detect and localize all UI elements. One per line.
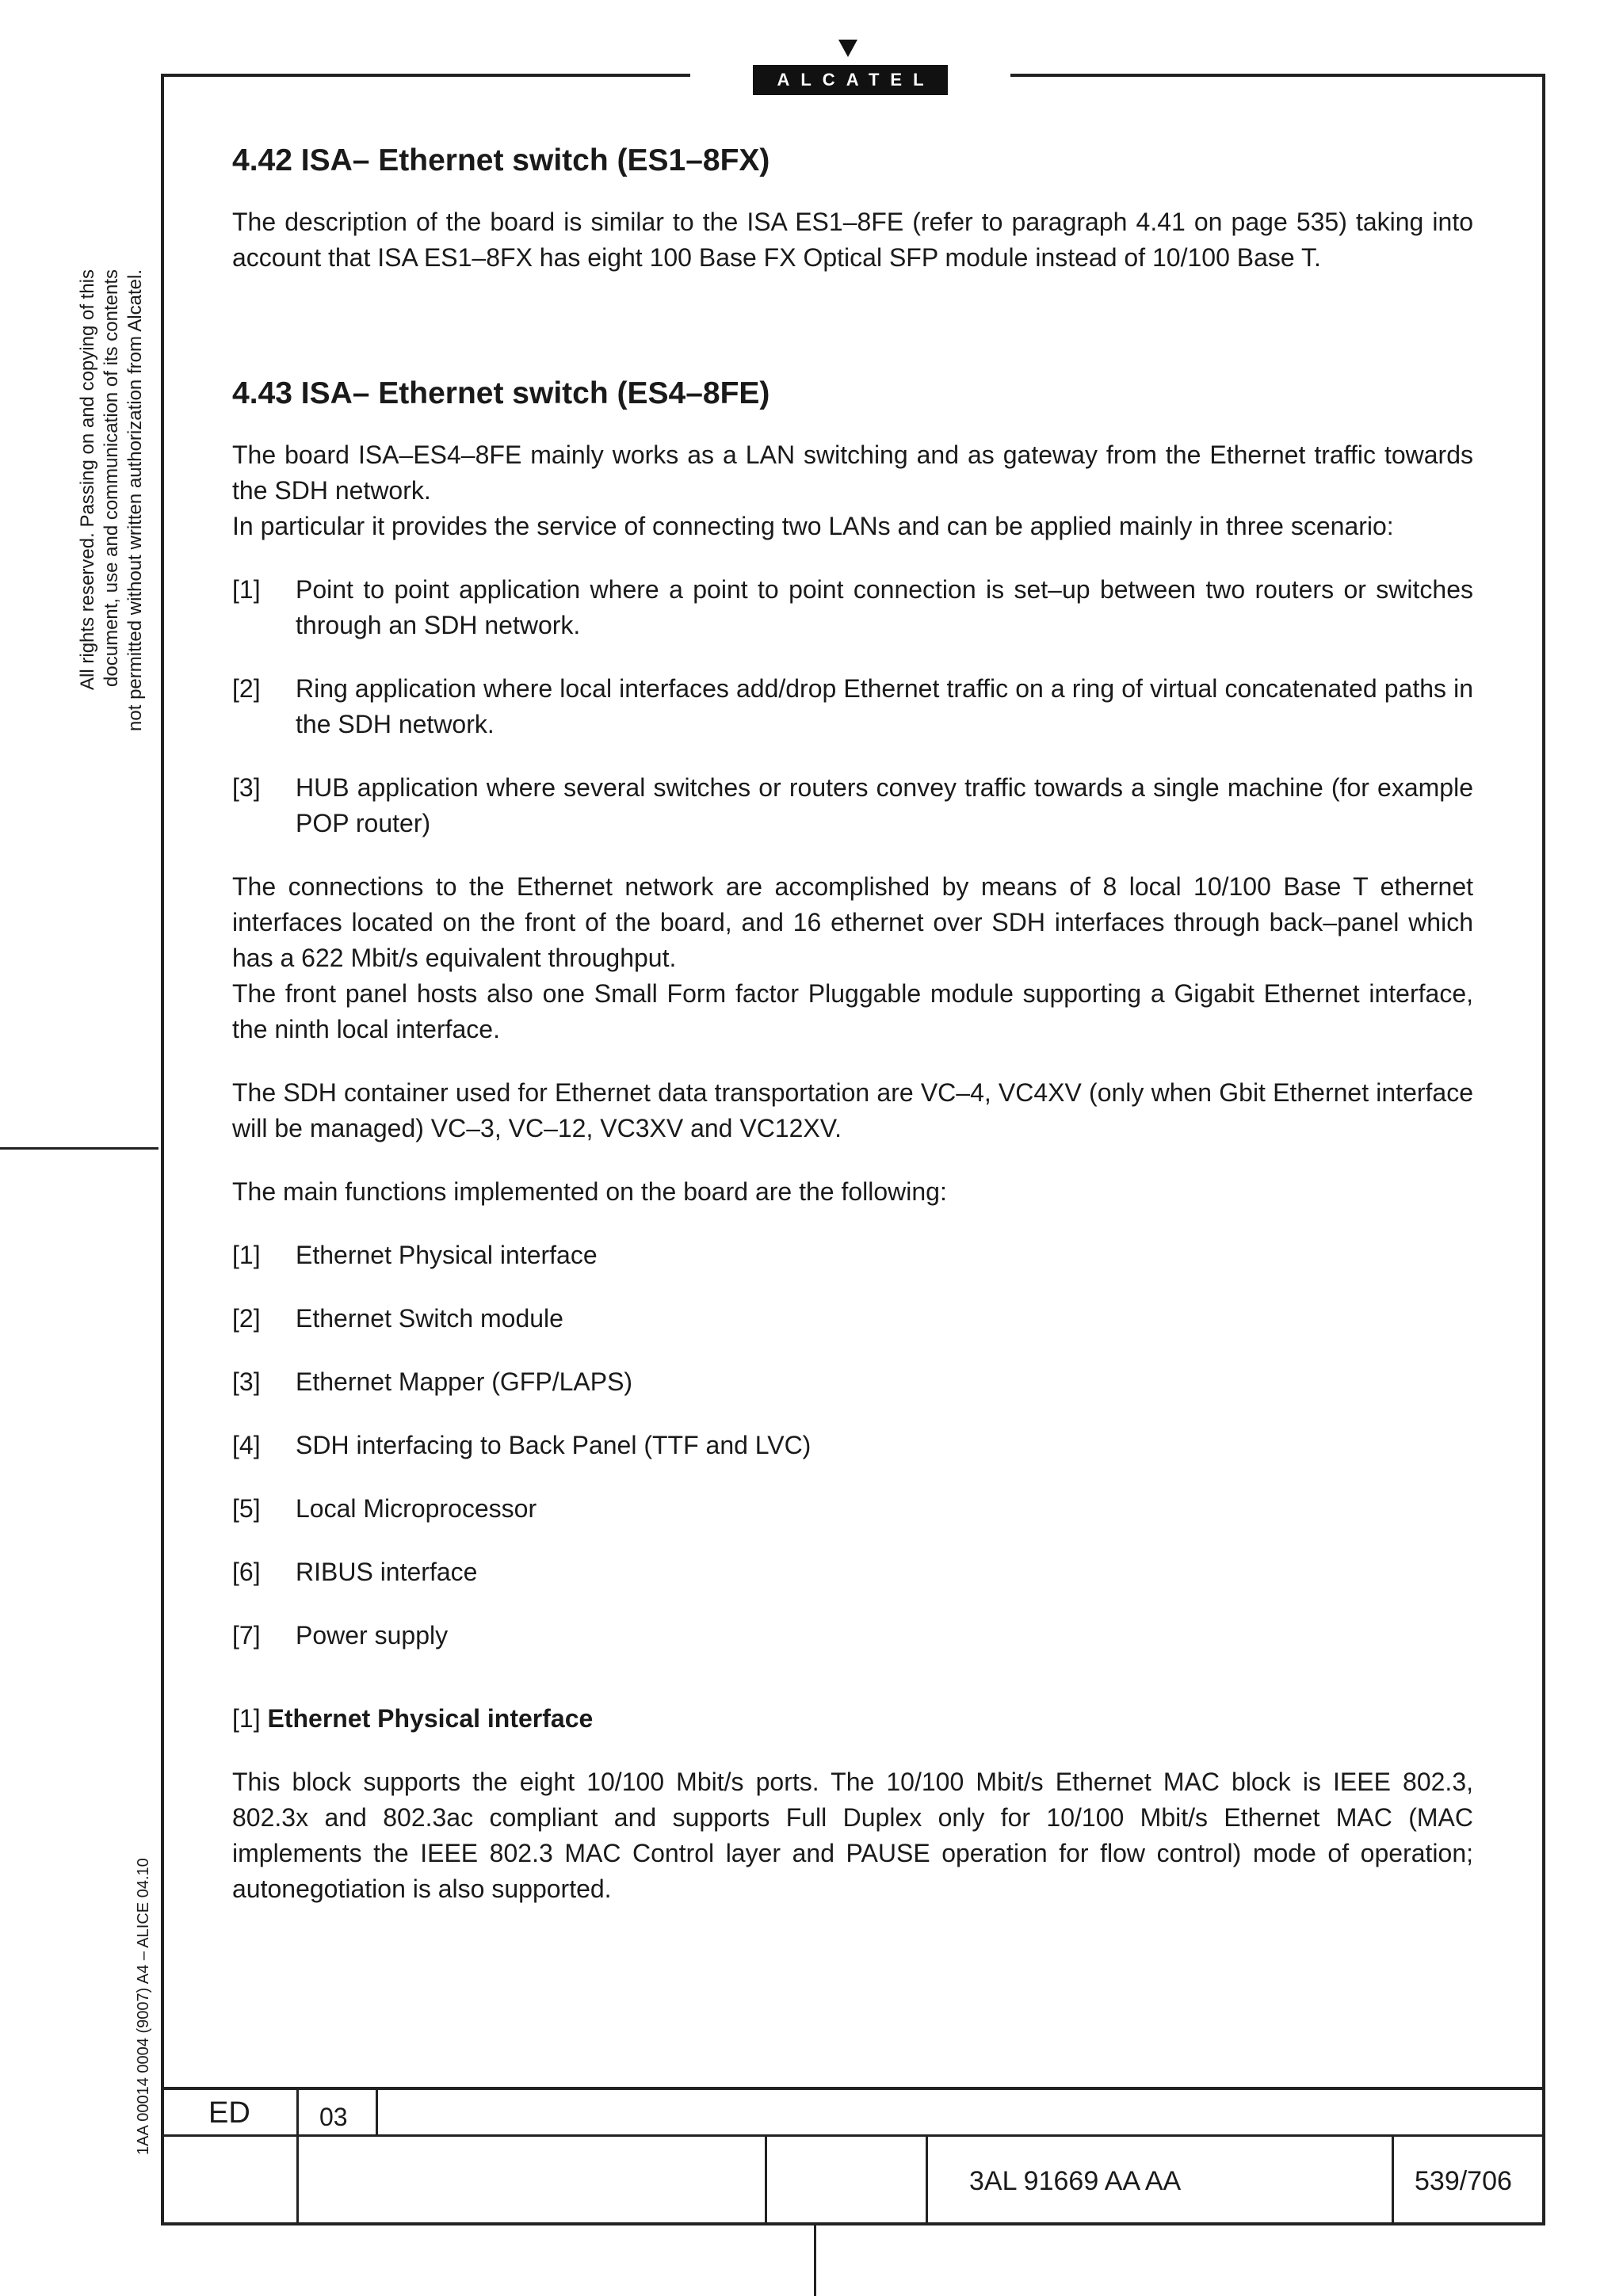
list-item: [232, 572, 1473, 643]
edition-label: ED: [208, 2096, 250, 2130]
rights-line: All rights reserved. Passing on and copying of this: [77, 269, 98, 690]
title-block-divider: [1392, 2134, 1394, 2225]
alcatel-logo: [753, 40, 948, 95]
subsection-number: [1]: [232, 1704, 261, 1733]
list-text: SDH interfacing to Back Panel (TTF and LVC): [296, 1431, 812, 1459]
form-id: 1AA 00014 0004 (9007) A4 – ALICE 04.10: [135, 1858, 152, 2155]
list-item: [232, 1238, 1473, 1273]
bottom-center-mark: [814, 2225, 816, 2296]
paragraph: The front panel hosts also one Small Form factor Pluggable module supporting a Gigabit Ethernet interface, the ninth local interface.: [232, 979, 1473, 1043]
title-block-divider: [296, 2087, 299, 2225]
list-item: [232, 1364, 1473, 1400]
list-number: [2]: [232, 1304, 261, 1333]
title-block-top-line: [161, 2087, 1545, 2090]
paragraph: This block supports the eight 10/100 Mbit/s ports. The 10/100 Mbit/s Ethernet MAC block is IEEE 802.3, 802.3x and 802.3ac compliant and supports Full Duplex only for 10/100 Mbit/s Ethernet MAC (MAC implements the IEEE 802.3 MAC Control layer and PAUSE operation for flow control) mode of operation; autonegotiation is also supported.: [232, 1768, 1473, 1903]
list-number: [3]: [232, 1367, 261, 1396]
paragraph: The description of the board is similar to the ISA ES1–8FE (refer to paragraph 4.41 on page 535) taking into account that ISA ES1–8FX has eight 100 Base FX Optical SFP module instead of 10/100 Base T.: [232, 208, 1473, 272]
paragraph: The connections to the Ethernet network are accomplished by means of 8 local 10/100 Base T ethernet interfaces located on the front of the board, and 16 ethernet over SDH interfaces through back–panel which has a 622 Mbit/s equivalent throughput.: [232, 872, 1473, 972]
frame-top-left-line: [161, 74, 690, 77]
title-block-bottom-line: [161, 2222, 1545, 2225]
list-number: [6]: [232, 1558, 261, 1586]
list-number: [4]: [232, 1431, 261, 1459]
list-text: Point to point application where a point to point connection is set–up between two routers or switches through an SDH network.: [296, 575, 1473, 639]
list-number: [2]: [232, 674, 261, 703]
section-heading-4-43: 4.43 ISA– Ethernet switch (ES4–8FE): [232, 376, 770, 410]
title-block-divider: [926, 2134, 928, 2225]
rights-line: not permitted without written authorization from Alcatel.: [124, 269, 146, 731]
list-text: Power supply: [296, 1621, 449, 1650]
list-number: [1]: [232, 575, 261, 604]
list-text: HUB application where several switches or routers convey traffic towards a single machine (for example POP router): [296, 773, 1473, 837]
list-number: [3]: [232, 773, 261, 802]
list-item: [232, 1428, 1473, 1463]
list-item: [232, 1301, 1473, 1337]
paragraph: In particular it provides the service of connecting two LANs and can be applied mainly in three scenario:: [232, 512, 1394, 540]
logo-wordmark: ALCATEL: [753, 65, 948, 95]
title-block-mid-line: [161, 2134, 1545, 2137]
logo-triangle-icon: [838, 40, 857, 57]
subsection-heading: [232, 1701, 1473, 1737]
list-number: [7]: [232, 1621, 261, 1650]
rights-notice: [76, 269, 147, 824]
frame-right-line: [1542, 74, 1545, 2225]
title-block-divider: [376, 2087, 378, 2134]
frame-left-line: [161, 74, 164, 2225]
subsection-title: Ethernet Physical interface: [267, 1704, 594, 1733]
list-text: Ethernet Physical interface: [296, 1241, 598, 1269]
list-text: RIBUS interface: [296, 1558, 478, 1586]
list-text: Ethernet Switch module: [296, 1304, 563, 1333]
fold-mark-line: [0, 1147, 158, 1150]
list-item: [232, 1491, 1473, 1527]
section-heading-4-42: 4.42 ISA– Ethernet switch (ES1–8FX): [232, 143, 770, 177]
paragraph: The SDH container used for Ethernet data transportation are VC–4, VC4XV (only when Gbit Ethernet interface will be managed) VC–3, VC–12, VC3XV and VC12XV.: [232, 1078, 1473, 1142]
frame-top-right-line: [1010, 74, 1545, 77]
list-number: [5]: [232, 1494, 261, 1523]
document-code: 3AL 91669 AA AA: [969, 2166, 1182, 2196]
rights-line: document, use and communication of its contents: [101, 269, 122, 687]
list-item: [232, 1554, 1473, 1590]
page-number: 539/706: [1415, 2166, 1512, 2196]
edition-value: 03: [319, 2103, 348, 2131]
paragraph: The board ISA–ES4–8FE mainly works as a LAN switching and as gateway from the Ethernet traffic towards the SDH network.: [232, 441, 1473, 505]
title-block: [161, 2087, 1545, 2225]
list-text: Local Microprocessor: [296, 1494, 537, 1523]
list-item: [232, 770, 1473, 841]
list-text: Ethernet Mapper (GFP/LAPS): [296, 1367, 633, 1396]
paragraph: The main functions implemented on the board are the following:: [232, 1177, 947, 1206]
list-item: [232, 1618, 1473, 1653]
list-number: [1]: [232, 1241, 261, 1269]
list-text: Ring application where local interfaces add/drop Ethernet traffic on a ring of virtual concatenated paths in the SDH network.: [296, 674, 1473, 738]
page-content: [232, 143, 1473, 1907]
list-item: [232, 671, 1473, 742]
title-block-divider: [765, 2134, 767, 2225]
